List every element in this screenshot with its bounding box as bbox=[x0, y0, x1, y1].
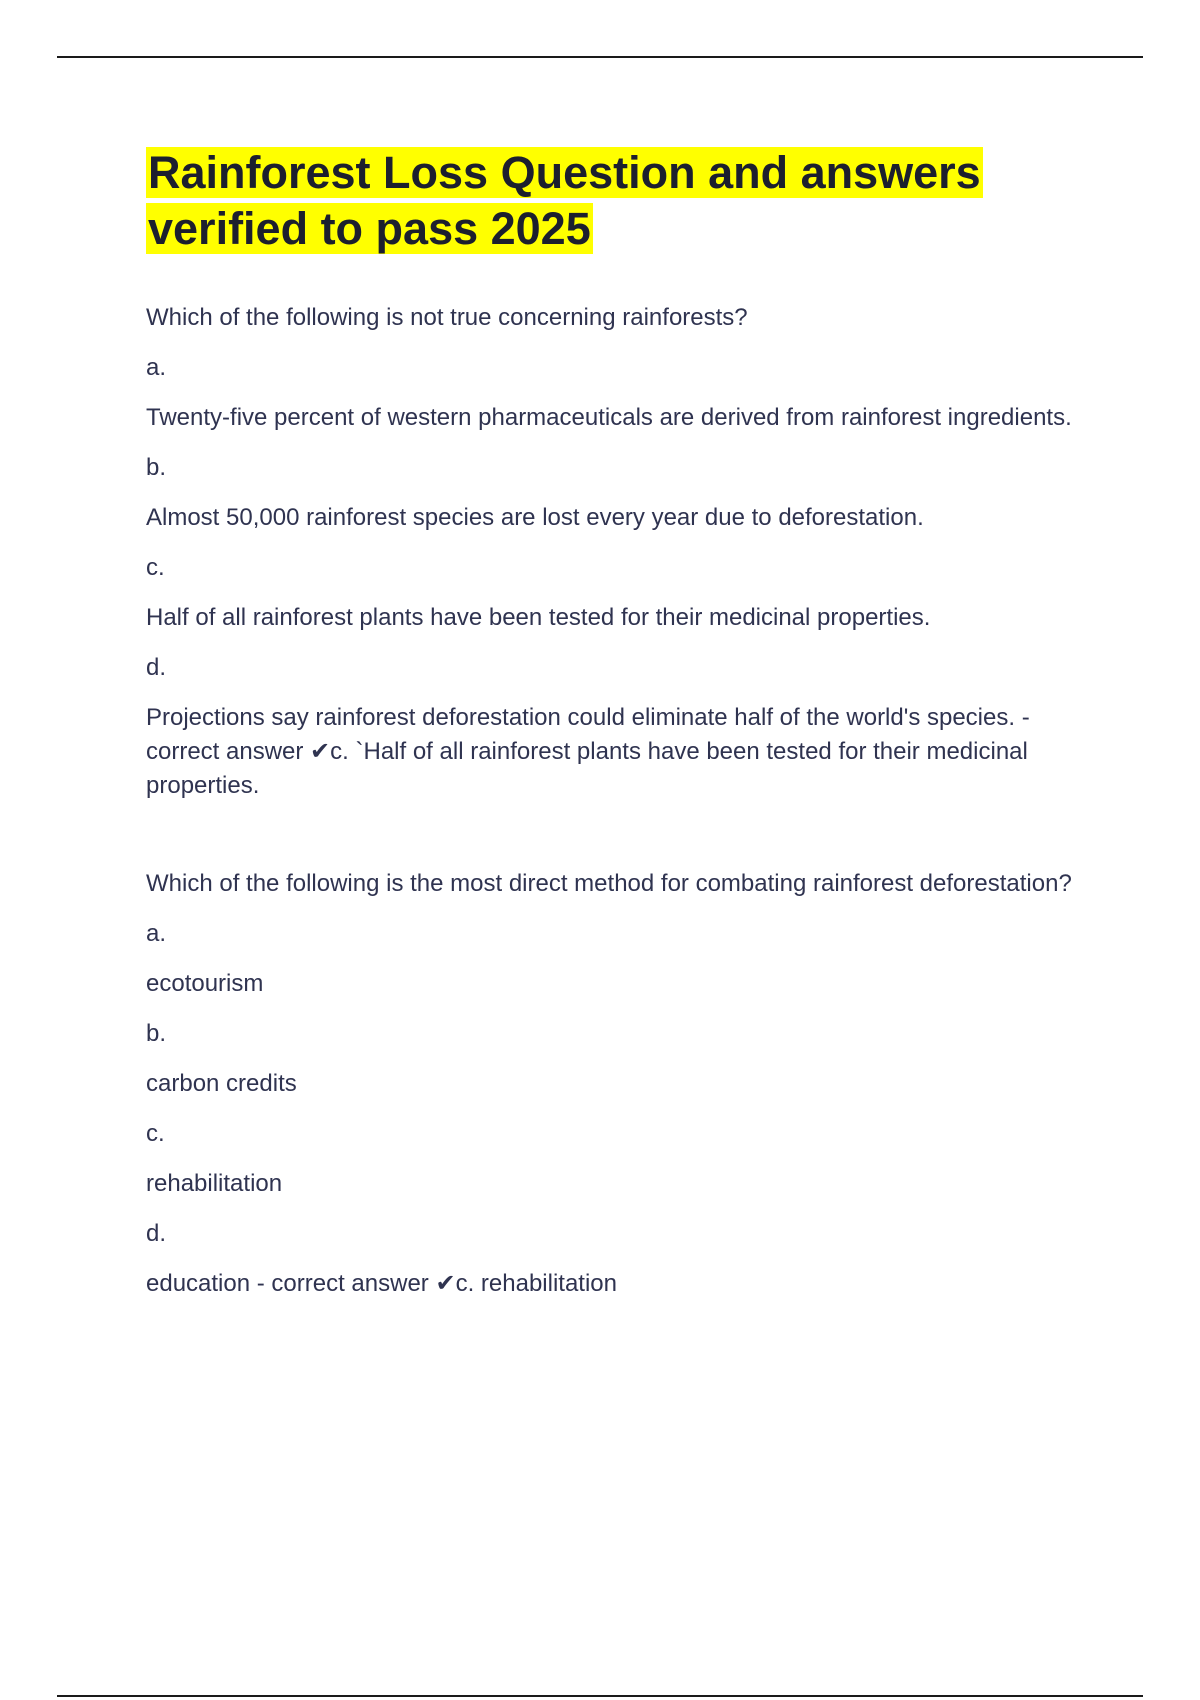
option-letter-c: c. bbox=[146, 554, 165, 581]
option-text-c: Half of all rainforest plants have been tested for their medicinal properties. bbox=[146, 604, 931, 631]
option-text-a: ecotourism bbox=[146, 970, 264, 997]
question-text: Which of the following is not true concerning rainforests? bbox=[146, 304, 748, 331]
title-line-1: Rainforest Loss Question and answers bbox=[148, 147, 981, 198]
question-2 bbox=[146, 867, 1076, 1301]
question-text: Which of the following is the most direct method for combating rainforest deforestation? bbox=[146, 870, 1072, 897]
option-letter-c: c. bbox=[146, 1120, 165, 1147]
document-title bbox=[146, 145, 1076, 257]
option-text-b: carbon credits bbox=[146, 1070, 297, 1097]
option-letter-d: d. bbox=[146, 654, 167, 681]
option-text-a: Twenty-five percent of western pharmaceuticals are derived from rainforest ingredients. bbox=[146, 404, 1072, 431]
option-text-b: Almost 50,000 rainforest species are lost every year due to deforestation. bbox=[146, 504, 924, 531]
option-text-d-with-answer: Projections say rainforest deforestation could eliminate half of the world's species. - correct answer ✔c. `Half of all rainforest plants have been tested for their medicinal properties. bbox=[146, 704, 1030, 799]
title-line-2: verified to pass 2025 bbox=[148, 203, 591, 254]
option-letter-b: b. bbox=[146, 454, 167, 481]
option-letter-d: d. bbox=[146, 1220, 167, 1247]
option-text-d-with-answer: education - correct answer ✔c. rehabilitation bbox=[146, 1270, 617, 1297]
option-letter-a: a. bbox=[146, 354, 167, 381]
question-1 bbox=[146, 301, 1076, 803]
option-letter-b: b. bbox=[146, 1020, 167, 1047]
option-text-c: rehabilitation bbox=[146, 1170, 283, 1197]
document-body bbox=[146, 145, 1076, 1301]
top-divider bbox=[57, 56, 1143, 58]
bottom-divider bbox=[57, 1695, 1143, 1697]
option-letter-a: a. bbox=[146, 920, 167, 947]
